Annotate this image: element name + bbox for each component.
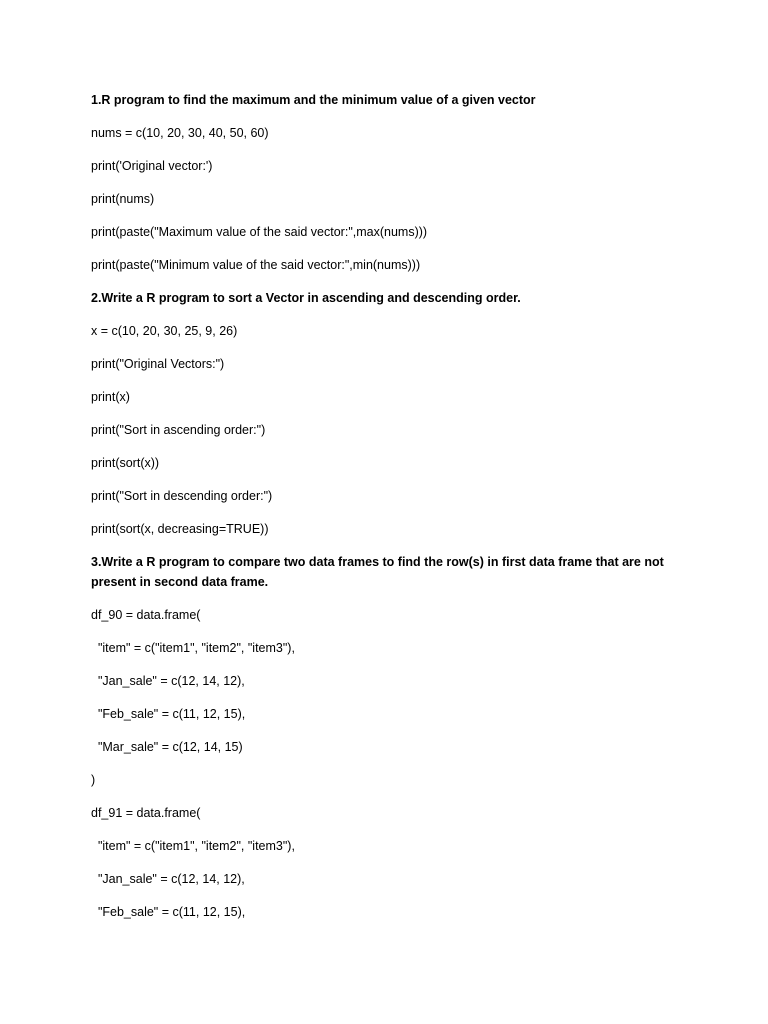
heading-q2: 2.Write a R program to sort a Vector in ascending and descending order.	[91, 291, 521, 305]
code-line: print(paste("Minimum value of the said vector:",min(nums)))	[91, 258, 421, 272]
code-line: print('Original vector:')	[91, 159, 213, 173]
code-line: )	[91, 773, 96, 787]
code-line: print(sort(x))	[91, 456, 160, 470]
code-line: print(nums)	[91, 192, 155, 206]
code-line: "Mar_sale" = c(12, 14, 15)	[91, 740, 243, 754]
code-line: "Jan_sale" = c(12, 14, 12),	[91, 674, 245, 688]
heading-q1: 1.R program to find the maximum and the minimum value of a given vector	[91, 93, 536, 107]
code-line: "Feb_sale" = c(11, 12, 15),	[91, 707, 246, 721]
code-line: print(paste("Maximum value of the said vector:",max(nums)))	[91, 225, 428, 239]
code-line: "item" = c("item1", "item2", "item3"),	[91, 839, 295, 853]
heading-q3: 3.Write a R program to compare two data frames to find the row(s) in first data frame that are not present in second data frame.	[91, 555, 664, 589]
code-line: print("Sort in ascending order:")	[91, 423, 266, 437]
code-line: df_90 = data.frame(	[91, 608, 201, 622]
code-line: x = c(10, 20, 30, 25, 9, 26)	[91, 324, 238, 338]
document-body	[91, 90, 691, 935]
code-line: nums = c(10, 20, 30, 40, 50, 60)	[91, 126, 269, 140]
code-line: "item" = c("item1", "item2", "item3"),	[91, 641, 295, 655]
code-line: "Jan_sale" = c(12, 14, 12),	[91, 872, 245, 886]
code-line: "Feb_sale" = c(11, 12, 15),	[91, 905, 246, 919]
code-line: df_91 = data.frame(	[91, 806, 201, 820]
code-line: print(x)	[91, 390, 130, 404]
code-line: print("Sort in descending order:")	[91, 489, 273, 503]
code-line: print("Original Vectors:")	[91, 357, 225, 371]
code-line: print(sort(x, decreasing=TRUE))	[91, 522, 269, 536]
